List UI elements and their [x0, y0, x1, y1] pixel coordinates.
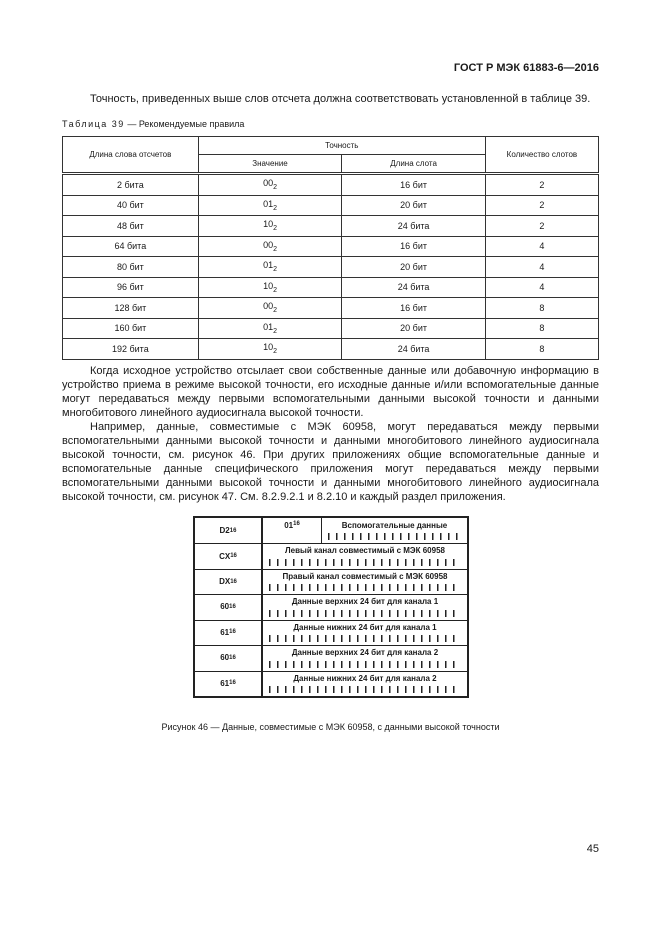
cell-slot-length: 16 бит	[342, 174, 486, 196]
cell-value: $10_2$	[198, 339, 342, 360]
bit-ticks	[269, 661, 461, 668]
cell-value: $10_2$	[198, 277, 342, 298]
figure-data-field: Правый канал совместимый с МЭК 60958	[263, 569, 467, 594]
figure-row-label: DX 16	[195, 569, 263, 594]
table-caption-title: — Рекомендуемые правила	[124, 119, 245, 129]
bit-ticks	[269, 610, 461, 617]
cell-word-length: 2 бита	[63, 174, 199, 196]
cell-value: $00_2$	[198, 236, 342, 257]
cell-slot-length: 24 бита	[342, 277, 486, 298]
figure-row-label: 60 16	[195, 645, 263, 670]
header-value: Значение	[198, 155, 342, 174]
figure-data-field: Данные верхних 24 бит для канала 1	[263, 594, 467, 619]
table-caption	[62, 119, 244, 129]
figure-row	[195, 543, 467, 569]
cell-value: $01_2$	[198, 318, 342, 339]
bit-ticks	[269, 559, 461, 566]
intro-paragraph: Точность, приведенных выше слов отсчета должна соответствовать установленной в таблице 39.	[90, 93, 591, 105]
figure-data-field: Данные нижних 24 бит для канала 1	[263, 620, 467, 645]
header-slot-count: Количество слотов	[485, 137, 598, 174]
table-row	[63, 236, 599, 257]
figure-row	[195, 518, 467, 544]
cell-slot-length: 20 бит	[342, 195, 486, 216]
page-number: 45	[586, 843, 599, 855]
cell-word-length: 64 бита	[63, 236, 199, 257]
figure-row-label: D2 16	[195, 518, 263, 543]
table-row	[63, 195, 599, 216]
cell-value: $10_2$	[198, 216, 342, 237]
cell-slot-count: 2	[485, 216, 598, 237]
figure-row	[195, 620, 467, 646]
figure-data-field: Данные нижних 24 бит для канала 2	[263, 671, 467, 696]
cell-slot-length: 16 бит	[342, 298, 486, 319]
cell-value: $00_2$	[198, 174, 342, 196]
table-row	[63, 298, 599, 319]
figure-row-label: 61 16	[195, 671, 263, 696]
figure-row-label: CX 16	[195, 543, 263, 568]
figure-row-label: 60 16	[195, 594, 263, 619]
figure-caption: Рисунок 46 — Данные, совместимые с МЭК 60958, с данными высокой точности	[161, 722, 500, 732]
paragraph-2: Например, данные, совместимые с МЭК 60958, могут передаваться между первыми вспомогательными данными высокой точности и данными многобитового линейного аудиосигнала высокой точности, см. рисунок 46. При других приложениях общие вспомогательные данные и вспомогательные данные специфического приложения могут передаваться между первыми вспомогательными данными высокой точности и данными многобитового линейного аудиосигнала высокой точности, см. рисунок 47. См. 8.2.9.2.1 и 8.2.10 и каждый раздел приложения.	[62, 421, 599, 503]
cell-slot-count: 2	[485, 195, 598, 216]
figure-data-field: Вспомогательные данные	[322, 518, 467, 543]
cell-slot-length: 20 бит	[342, 257, 486, 278]
cell-slot-count: 8	[485, 339, 598, 360]
table-row	[63, 257, 599, 278]
table-row	[63, 318, 599, 339]
figure-row	[195, 645, 467, 671]
bit-ticks	[269, 584, 461, 591]
bit-ticks	[269, 686, 461, 693]
cell-value: $01_2$	[198, 195, 342, 216]
cell-value: $00_2$	[198, 298, 342, 319]
figure-row	[195, 671, 467, 696]
cell-slot-count: 2	[485, 174, 598, 196]
figure-mid-cell: 01 16	[263, 518, 322, 543]
cell-value: $01_2$	[198, 257, 342, 278]
cell-slot-length: 16 бит	[342, 236, 486, 257]
figure-row-label: 61 16	[195, 620, 263, 645]
header-slot-length: Длина слота	[342, 155, 486, 174]
cell-slot-count: 4	[485, 257, 598, 278]
cell-word-length: 128 бит	[63, 298, 199, 319]
figure-row	[195, 594, 467, 620]
bit-ticks	[328, 533, 461, 540]
table-row	[63, 174, 599, 196]
cell-slot-count: 8	[485, 318, 598, 339]
figure-data-field: Левый канал совместимый с МЭК 60958	[263, 543, 467, 568]
document-header: ГОСТ Р МЭК 61883-6—2016	[453, 62, 599, 74]
table-row	[63, 277, 599, 298]
cell-word-length: 160 бит	[63, 318, 199, 339]
table-row	[63, 216, 599, 237]
cell-word-length: 40 бит	[63, 195, 199, 216]
cell-slot-count: 4	[485, 236, 598, 257]
cell-slot-count: 4	[485, 277, 598, 298]
figure-46-diagram	[193, 516, 469, 698]
recommended-rules-table	[62, 136, 599, 360]
cell-slot-length: 20 бит	[342, 318, 486, 339]
paragraph-1: Когда исходное устройство отсылает свои собственные данные или добавочную информацию в устройство приема в режиме высокой точности, его исходные данные и/или вспомогательные данные могут передаваться между первыми вспомогательными данными высокой точности и данными многобитового линейного аудиосигнала высокой точности.	[62, 365, 599, 419]
cell-slot-length: 24 бита	[342, 339, 486, 360]
cell-word-length: 192 бита	[63, 339, 199, 360]
header-precision: Точность	[198, 137, 485, 155]
table-caption-number: Таблица 39	[62, 119, 125, 129]
figure-row	[195, 569, 467, 595]
table-row	[63, 339, 599, 360]
figure-data-field: Данные верхних 24 бит для канала 2	[263, 645, 467, 670]
cell-slot-length: 24 бита	[342, 216, 486, 237]
cell-word-length: 48 бит	[63, 216, 199, 237]
cell-word-length: 80 бит	[63, 257, 199, 278]
cell-word-length: 96 бит	[63, 277, 199, 298]
bit-ticks	[269, 635, 461, 642]
cell-slot-count: 8	[485, 298, 598, 319]
header-word-length: Длина слова отсчетов	[63, 137, 199, 174]
